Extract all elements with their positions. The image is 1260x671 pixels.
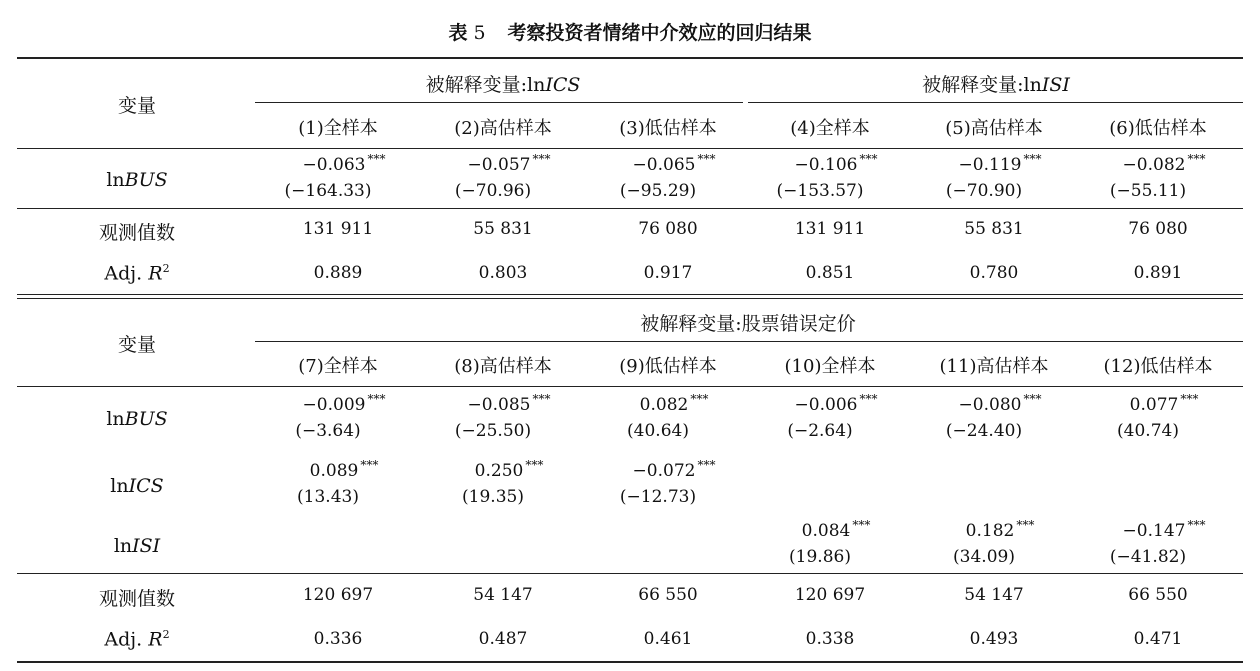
column-header-8: (8)高估样本 — [454, 356, 552, 377]
coef2-rule — [17, 573, 1243, 574]
row-label-observations: 观测值数 — [98, 588, 176, 610]
t-stat-cell: (−41.82) — [1109, 547, 1187, 567]
group3-rule — [255, 341, 1243, 342]
coefficient-value: −0.006 — [794, 395, 858, 415]
row-label-observations: 观测值数 — [98, 222, 176, 244]
coefficient-cell — [633, 152, 716, 175]
row-label-isi — [114, 535, 160, 557]
significance-stars: *** — [360, 458, 379, 472]
significance-stars: *** — [367, 392, 386, 406]
t-stat-cell: (−70.96) — [454, 181, 532, 201]
t-stat-cell: (13.43) — [297, 487, 359, 507]
row-label-var: ISI — [132, 535, 161, 557]
panel2-var-label: 变量 — [117, 334, 157, 356]
significance-stars: *** — [367, 152, 386, 166]
t-stat-cell: (−153.57) — [776, 181, 864, 201]
group2-rule — [748, 102, 1243, 103]
coefficient-cell — [1123, 152, 1206, 175]
row-label-var: BUS — [124, 408, 168, 430]
group-header-var: ISI — [1041, 74, 1070, 96]
adj-r2-cell: 0.889 — [313, 263, 363, 283]
t-stat-cell: (34.09) — [953, 547, 1015, 567]
significance-stars: *** — [525, 458, 544, 472]
row-label-superscript: 2 — [162, 262, 170, 275]
significance-stars: *** — [697, 152, 716, 166]
panel1-group-header-2 — [922, 70, 1070, 97]
significance-stars: *** — [859, 392, 878, 406]
coefficient-cell — [475, 458, 544, 481]
coefficient-cell — [1123, 518, 1206, 541]
group-header-text: 被解释变量:ln — [922, 74, 1042, 96]
coefficient-value: −0.072 — [632, 461, 696, 481]
row-label-bus — [106, 169, 167, 191]
coefficient-value: 0.077 — [1129, 395, 1179, 415]
coefficient-cell — [795, 392, 878, 415]
t-stat-cell: (−95.29) — [619, 181, 697, 201]
adj-r2-cell: 0.803 — [478, 263, 528, 283]
coefficient-cell — [310, 458, 379, 481]
column-header-1: (1)全样本 — [298, 118, 378, 139]
coefficient-cell — [633, 458, 716, 481]
row-label-ics — [110, 475, 163, 497]
observations-cell: 55 831 — [473, 219, 533, 239]
adj-r2-cell: 0.891 — [1133, 263, 1183, 283]
t-stat-cell: (−55.11) — [1109, 181, 1187, 201]
t-stat-cell: (40.74) — [1117, 421, 1179, 441]
adj-r2-cell: 0.338 — [805, 629, 855, 649]
title-prefix: 表 — [448, 22, 468, 44]
t-stat-cell: (40.64) — [627, 421, 689, 441]
significance-stars: *** — [1180, 392, 1199, 406]
significance-stars: *** — [1023, 152, 1042, 166]
row-label-var: ICS — [128, 475, 164, 497]
observations-cell: 76 080 — [1128, 219, 1188, 239]
panel-divider-2 — [17, 298, 1243, 299]
observations-cell: 120 697 — [794, 585, 866, 605]
observations-cell: 66 550 — [1128, 585, 1188, 605]
adj-r2-cell: 0.851 — [805, 263, 855, 283]
observations-cell: 55 831 — [964, 219, 1024, 239]
column-header-4: (4)全样本 — [790, 118, 870, 139]
t-stat-cell: (−2.64) — [787, 421, 853, 441]
group-header-var: ICS — [545, 74, 581, 96]
observations-cell: 54 147 — [964, 585, 1024, 605]
coefficient-value: −0.063 — [302, 155, 366, 175]
coef-rule — [17, 208, 1243, 209]
title-text: 考察投资者情绪中介效应的回归结果 — [507, 22, 812, 44]
adj-r2-cell: 0.917 — [643, 263, 693, 283]
observations-cell: 131 911 — [302, 219, 374, 239]
coefficient-cell — [468, 392, 551, 415]
coefficient-cell — [303, 152, 386, 175]
row-label-prefix: ln — [110, 475, 129, 497]
significance-stars: *** — [1187, 152, 1206, 166]
column-header-10: (10)全样本 — [784, 356, 876, 377]
observations-cell: 76 080 — [638, 219, 698, 239]
table-title — [448, 18, 811, 45]
row-label-prefix: Adj. — [104, 262, 143, 285]
title-number: 5 — [473, 22, 486, 44]
significance-stars: *** — [1016, 518, 1035, 532]
significance-stars: *** — [532, 152, 551, 166]
coefficient-value: 0.089 — [309, 461, 359, 481]
column-header-11: (11)高估样本 — [939, 356, 1049, 377]
coefficient-cell — [1130, 392, 1199, 415]
t-stat-cell: (−25.50) — [454, 421, 532, 441]
coefficient-value: 0.182 — [965, 521, 1015, 541]
panel2-group-header: 被解释变量:股票错误定价 — [640, 313, 856, 335]
column-header-2: (2)高估样本 — [454, 118, 552, 139]
coefficient-cell — [802, 518, 871, 541]
significance-stars: *** — [532, 392, 551, 406]
bottom-rule — [17, 661, 1243, 663]
coefficient-value: −0.119 — [958, 155, 1022, 175]
t-stat-cell: (−70.90) — [945, 181, 1023, 201]
adj-r2-cell: 0.487 — [478, 629, 528, 649]
panel1-var-label: 变量 — [117, 95, 157, 117]
group1-rule — [255, 102, 743, 103]
row-label-adj-r2 — [104, 262, 169, 284]
significance-stars: *** — [690, 392, 709, 406]
adj-r2-cell: 0.471 — [1133, 629, 1183, 649]
observations-cell: 131 911 — [794, 219, 866, 239]
column-header-9: (9)低估样本 — [619, 356, 717, 377]
significance-stars: *** — [852, 518, 871, 532]
t-stat-cell: (−24.40) — [945, 421, 1023, 441]
column-header-5: (5)高估样本 — [945, 118, 1043, 139]
header2-rule — [17, 386, 1243, 387]
panel1-group-header-1 — [426, 70, 581, 97]
significance-stars: *** — [1187, 518, 1206, 532]
significance-stars: *** — [1023, 392, 1042, 406]
row-label-prefix: ln — [113, 535, 133, 557]
row-label-var: R — [148, 628, 163, 651]
row-label-var: BUS — [124, 169, 168, 191]
observations-cell: 66 550 — [638, 585, 698, 605]
t-stat-cell: (19.86) — [789, 547, 851, 567]
coefficient-value: 0.082 — [639, 395, 689, 415]
coefficient-value: −0.080 — [958, 395, 1022, 415]
coefficient-value: −0.106 — [794, 155, 858, 175]
column-header-7: (7)全样本 — [298, 356, 378, 377]
coefficient-value: 0.250 — [474, 461, 524, 481]
t-stat-cell: (−164.33) — [284, 181, 372, 201]
top-rule — [17, 57, 1243, 59]
column-header-12: (12)低估样本 — [1103, 356, 1213, 377]
coefficient-value: −0.009 — [302, 395, 366, 415]
coefficient-cell — [966, 518, 1035, 541]
observations-cell: 120 697 — [302, 585, 374, 605]
coefficient-cell — [303, 392, 386, 415]
t-stat-cell: (−3.64) — [295, 421, 361, 441]
significance-stars: *** — [859, 152, 878, 166]
row-label-superscript: 2 — [162, 628, 170, 641]
row-label-prefix: ln — [106, 408, 125, 430]
coefficient-cell — [468, 152, 551, 175]
column-header-6: (6)低估样本 — [1109, 118, 1207, 139]
panel-divider-1 — [17, 294, 1243, 295]
coefficient-value: −0.085 — [467, 395, 531, 415]
adj-r2-cell: 0.461 — [643, 629, 693, 649]
significance-stars: *** — [697, 458, 716, 472]
coefficient-cell — [959, 392, 1042, 415]
row-label-bus — [106, 408, 167, 430]
coefficient-value: −0.065 — [632, 155, 696, 175]
adj-r2-cell: 0.336 — [313, 629, 363, 649]
coefficient-value: 0.084 — [801, 521, 851, 541]
coefficient-value: −0.082 — [1122, 155, 1186, 175]
group-header-text: 被解释变量:ln — [425, 74, 546, 96]
adj-r2-cell: 0.780 — [969, 263, 1019, 283]
coefficient-cell — [795, 152, 878, 175]
column-header-3: (3)低估样本 — [619, 118, 717, 139]
t-stat-cell: (19.35) — [462, 487, 524, 507]
row-label-var: R — [148, 262, 163, 285]
coefficient-value: −0.057 — [467, 155, 531, 175]
coefficient-cell — [640, 392, 709, 415]
coefficient-cell — [959, 152, 1042, 175]
row-label-prefix: Adj. — [104, 628, 143, 651]
row-label-prefix: ln — [106, 169, 125, 191]
adj-r2-cell: 0.493 — [969, 629, 1019, 649]
t-stat-cell: (−12.73) — [619, 487, 697, 507]
observations-cell: 54 147 — [473, 585, 533, 605]
coefficient-value: −0.147 — [1122, 521, 1186, 541]
header-rule — [17, 148, 1243, 149]
row-label-adj-r2 — [104, 628, 169, 650]
